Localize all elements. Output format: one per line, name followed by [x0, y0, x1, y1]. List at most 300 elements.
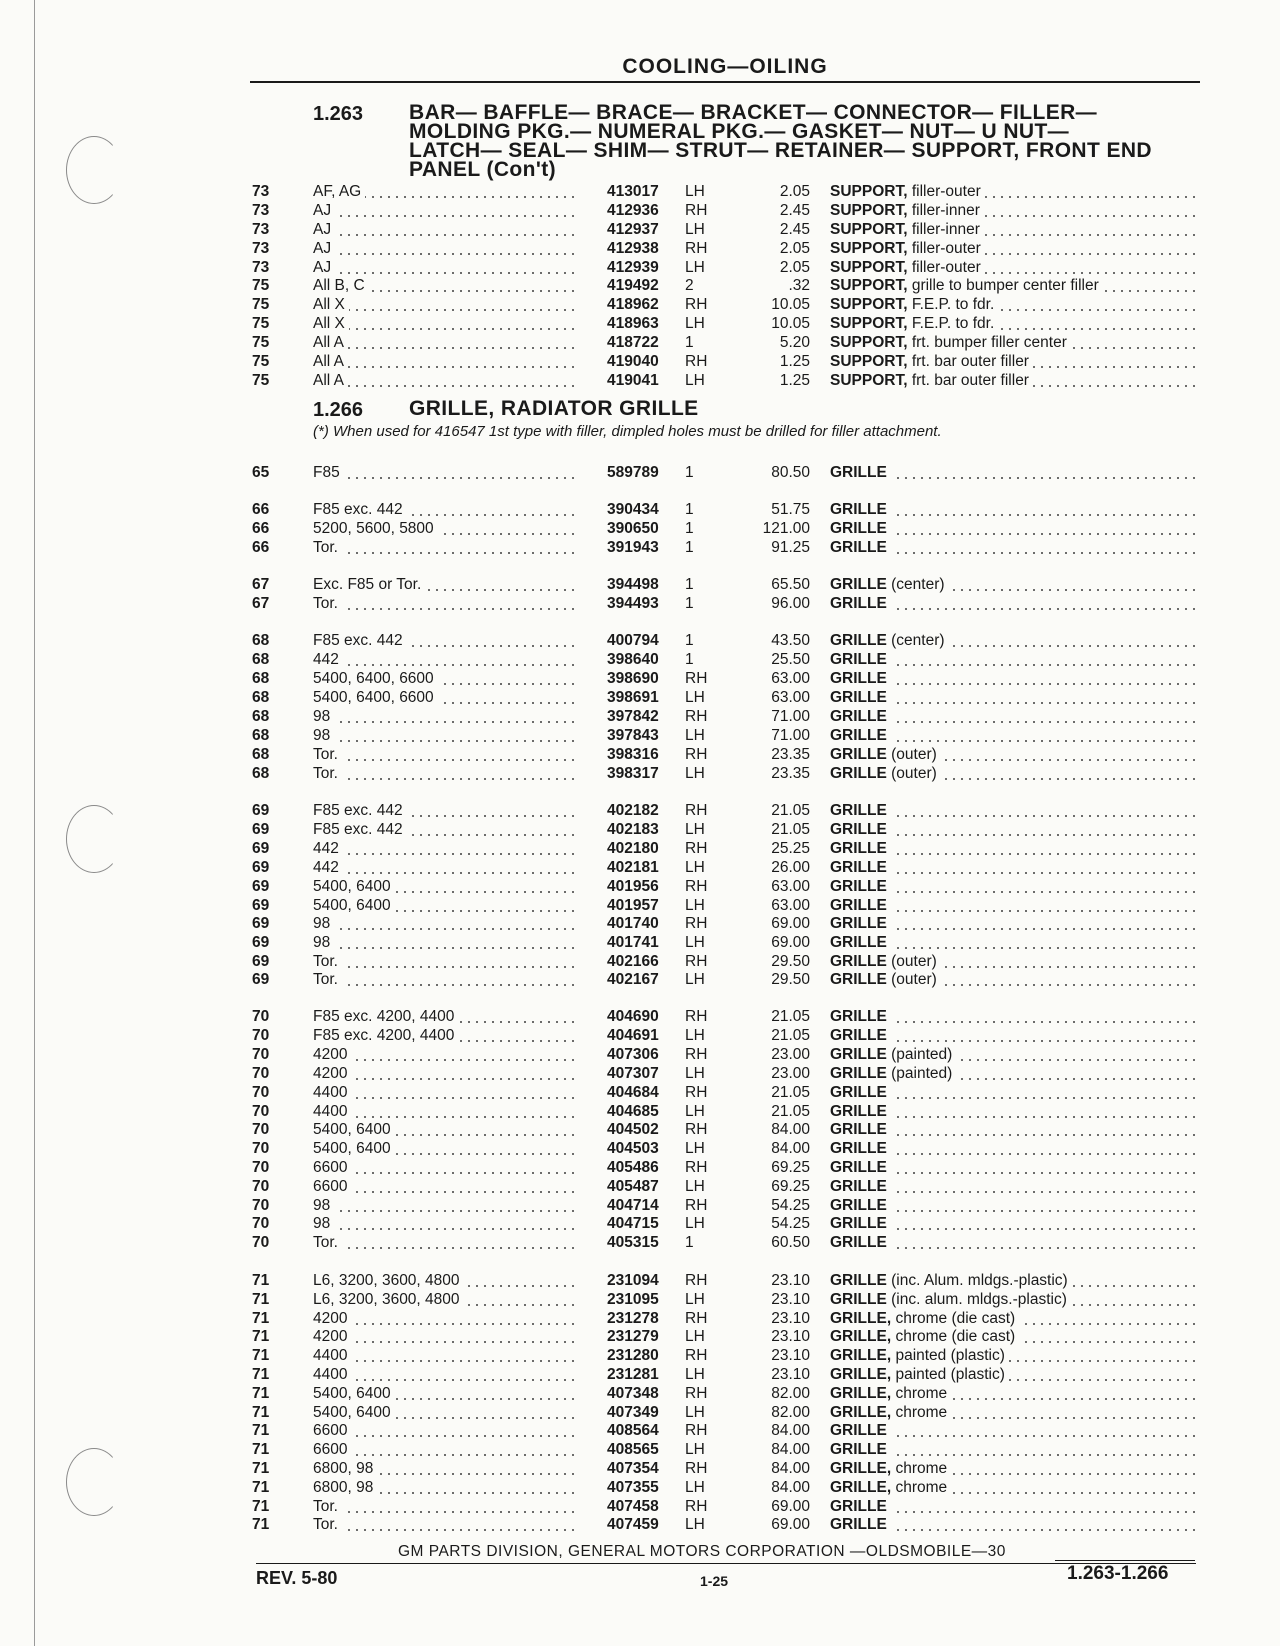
application-cell [313, 220, 575, 239]
price: 43.50 [771, 632, 810, 649]
description-detail: (outer) [886, 746, 937, 763]
figure-number: 70 [252, 1121, 270, 1138]
description-cell [830, 1290, 1195, 1309]
application-cell [313, 371, 575, 390]
table-row [0, 839, 1280, 858]
description-noun: GRILLE [830, 746, 887, 763]
part-number: 405487 [607, 1178, 659, 1195]
description-cell [830, 650, 1195, 669]
application-text: 98 [313, 708, 334, 725]
part-number: 407459 [607, 1516, 659, 1533]
description-cell [830, 801, 1195, 820]
description-text [830, 1479, 951, 1496]
description-noun: GRILLE [830, 1121, 887, 1138]
description-noun: SUPPORT, [830, 334, 908, 351]
quantity-side: LH [685, 1178, 705, 1195]
price: 65.50 [771, 576, 810, 593]
description-cell [830, 764, 1195, 783]
quantity-side: 1 [685, 595, 694, 612]
figure-number: 67 [252, 595, 270, 612]
application-cell [313, 258, 575, 277]
description-cell [830, 314, 1195, 333]
table-row [0, 650, 1280, 669]
description-noun: GRILLE [830, 1084, 887, 1101]
figure-number: 73 [252, 202, 270, 219]
quantity-side: LH [685, 1140, 705, 1157]
part-number: 405315 [607, 1234, 659, 1251]
price: 69.00 [771, 1516, 810, 1533]
description-text [830, 1310, 1019, 1327]
group-title [409, 399, 1209, 418]
description-text [830, 765, 941, 782]
part-number: 391943 [607, 539, 659, 556]
application-cell [313, 1346, 575, 1365]
quantity-side: LH [685, 934, 705, 951]
price: 21.05 [771, 1103, 810, 1120]
part-number: 413017 [607, 183, 659, 200]
description-noun: SUPPORT, [830, 183, 908, 200]
description-noun: GRILLE [830, 934, 887, 951]
table-row [0, 1365, 1280, 1384]
application-text: 442 [313, 840, 343, 857]
part-number: 402166 [607, 953, 659, 970]
application-text: F85 exc. 4200, 4400 [313, 1027, 458, 1044]
application-text: Tor. [313, 971, 342, 988]
table-row [0, 220, 1280, 239]
application-cell [313, 1045, 575, 1064]
application-cell [313, 519, 575, 538]
quantity-side: 1 [685, 464, 694, 481]
application-cell [313, 1120, 575, 1139]
table-row [0, 896, 1280, 915]
part-number: 398316 [607, 746, 659, 763]
table-row [0, 1196, 1280, 1215]
quantity-side: LH [685, 259, 705, 276]
quantity-side: LH [685, 689, 705, 706]
price: 25.25 [771, 840, 810, 857]
description-cell [830, 1421, 1195, 1440]
description-noun: GRILLE, [830, 1385, 892, 1402]
part-number: 418722 [607, 334, 659, 351]
figure-number: 75 [252, 296, 270, 313]
description-noun: GRILLE [830, 1008, 887, 1025]
description-cell [830, 371, 1195, 390]
figure-number: 71 [252, 1516, 270, 1533]
footer-revision: REV. 5-80 [256, 1568, 338, 1588]
description-text [830, 1234, 891, 1251]
description-text [830, 840, 891, 857]
application-text: All X [313, 315, 349, 332]
description-noun: SUPPORT, [830, 296, 908, 313]
group-title-line: PANEL (Con't) [409, 158, 557, 181]
figure-number: 69 [252, 915, 270, 932]
application-cell [313, 896, 575, 915]
description-noun: SUPPORT, [830, 353, 908, 370]
quantity-side: RH [685, 1121, 708, 1138]
price: 71.00 [771, 727, 810, 744]
figure-number: 75 [252, 334, 270, 351]
description-cell [830, 896, 1195, 915]
application-cell [313, 1327, 575, 1346]
table-row [0, 1459, 1280, 1478]
part-number: 397843 [607, 727, 659, 744]
part-number: 408565 [607, 1441, 659, 1458]
description-text [830, 464, 891, 481]
part-number: 402180 [607, 840, 659, 857]
table-row [0, 1158, 1280, 1177]
description-text [830, 1291, 1071, 1308]
application-cell [313, 1196, 575, 1215]
description-cell [830, 538, 1195, 557]
description-noun: GRILLE [830, 1027, 887, 1044]
description-noun: GRILLE [830, 821, 887, 838]
figure-number: 68 [252, 670, 270, 687]
quantity-side: RH [685, 1347, 708, 1364]
quantity-side: RH [685, 1422, 708, 1439]
description-detail: F.E.P. to fdr. [907, 315, 995, 332]
figure-number: 70 [252, 1008, 270, 1025]
quantity-side: LH [685, 1103, 705, 1120]
part-number: 419492 [607, 277, 659, 294]
description-cell [830, 1271, 1195, 1290]
part-number: 419040 [607, 353, 659, 370]
description-text [830, 1441, 891, 1458]
application-text: All B, C [313, 277, 369, 294]
description-noun: GRILLE, [830, 1328, 892, 1345]
figure-number: 66 [252, 520, 270, 537]
price: 84.00 [771, 1441, 810, 1458]
description-text [830, 501, 891, 518]
price: 23.10 [771, 1347, 810, 1364]
part-number: 401741 [607, 934, 659, 951]
quantity-side: 1 [685, 1234, 694, 1251]
description-cell [830, 1102, 1195, 1121]
price: 82.00 [771, 1385, 810, 1402]
description-detail: chrome [891, 1460, 948, 1477]
application-text: 4200 [313, 1310, 351, 1327]
description-detail: painted (plastic) [891, 1347, 1005, 1364]
price: 69.00 [771, 934, 810, 951]
price: 21.05 [771, 802, 810, 819]
description-noun: GRILLE [830, 651, 887, 668]
description-cell [830, 1214, 1195, 1233]
description-noun: GRILLE, [830, 1347, 892, 1364]
figure-number: 67 [252, 576, 270, 593]
application-text: F85 exc. 442 [313, 632, 407, 649]
figure-number: 68 [252, 651, 270, 668]
description-text [830, 971, 941, 988]
table-row [0, 276, 1280, 295]
figure-number: 69 [252, 878, 270, 895]
application-text: Tor. [313, 1516, 342, 1533]
description-text [830, 1178, 891, 1195]
table-row [0, 1083, 1280, 1102]
part-number: 404685 [607, 1103, 659, 1120]
description-noun: GRILLE [830, 576, 887, 593]
description-noun: GRILLE [830, 708, 887, 725]
description-detail: (center) [886, 576, 945, 593]
application-text: F85 exc. 442 [313, 821, 407, 838]
description-noun: GRILLE [830, 539, 887, 556]
price: 21.05 [771, 1084, 810, 1101]
table-row [0, 745, 1280, 764]
application-cell [313, 352, 575, 371]
description-text [830, 746, 941, 763]
description-text [830, 1422, 891, 1439]
description-noun: GRILLE [830, 1234, 887, 1251]
description-cell [830, 519, 1195, 538]
application-text: 5400, 6400 [313, 1385, 395, 1402]
price: 91.25 [771, 539, 810, 556]
description-cell [830, 707, 1195, 726]
quantity-side: LH [685, 1516, 705, 1533]
table-row [0, 258, 1280, 277]
description-noun: GRILLE [830, 1215, 887, 1232]
figure-number: 68 [252, 765, 270, 782]
description-text [830, 897, 891, 914]
figure-number: 69 [252, 897, 270, 914]
description-noun: GRILLE [830, 1046, 887, 1063]
part-number: 398691 [607, 689, 659, 706]
application-text: 5200, 5600, 5800 [313, 520, 438, 537]
description-detail: painted (plastic) [891, 1366, 1005, 1383]
quantity-side: RH [685, 1385, 708, 1402]
quantity-side: RH [685, 1498, 708, 1515]
part-number: 390650 [607, 520, 659, 537]
application-text: All A [313, 334, 348, 351]
application-cell [313, 745, 575, 764]
application-text: L6, 3200, 3600, 4800 [313, 1272, 464, 1289]
description-noun: GRILLE [830, 1178, 887, 1195]
application-text: 5400, 6400, 6600 [313, 689, 438, 706]
application-text: 442 [313, 651, 343, 668]
application-text: Tor. [313, 1498, 342, 1515]
description-cell [830, 820, 1195, 839]
application-cell [313, 1440, 575, 1459]
description-cell [830, 594, 1195, 613]
description-cell [830, 1139, 1195, 1158]
quantity-side: RH [685, 1197, 708, 1214]
application-cell [313, 1083, 575, 1102]
description-cell [830, 1083, 1195, 1102]
description-cell [830, 1403, 1195, 1422]
part-number: 231278 [607, 1310, 659, 1327]
application-cell [313, 650, 575, 669]
price: 84.00 [771, 1460, 810, 1477]
application-cell [313, 970, 575, 989]
price: 23.00 [771, 1065, 810, 1082]
figure-number: 69 [252, 859, 270, 876]
quantity-side: RH [685, 708, 708, 725]
application-cell [313, 295, 575, 314]
description-cell [830, 258, 1195, 277]
quantity-side: 1 [685, 539, 694, 556]
part-number: 412936 [607, 202, 659, 219]
table-row [0, 764, 1280, 783]
description-noun: SUPPORT, [830, 372, 908, 389]
part-number: 404503 [607, 1140, 659, 1157]
price: 10.05 [771, 315, 810, 332]
table-row [0, 1233, 1280, 1252]
description-cell [830, 276, 1195, 295]
figure-number: 68 [252, 632, 270, 649]
figure-number: 71 [252, 1404, 270, 1421]
table-row [0, 239, 1280, 258]
quantity-side: RH [685, 746, 708, 763]
description-text [830, 1084, 891, 1101]
description-cell [830, 1459, 1195, 1478]
figure-number: 70 [252, 1178, 270, 1195]
table-row [0, 1045, 1280, 1064]
section-header: COOLING—OILING [250, 55, 1200, 83]
price: 60.50 [771, 1234, 810, 1251]
part-number: 407355 [607, 1479, 659, 1496]
description-detail: F.E.P. to fdr. [907, 296, 995, 313]
figure-number: 73 [252, 240, 270, 257]
price: 23.10 [771, 1328, 810, 1345]
table-row [0, 500, 1280, 519]
figure-number: 69 [252, 821, 270, 838]
description-noun: GRILLE [830, 689, 887, 706]
figure-number: 71 [252, 1310, 270, 1327]
quantity-side: RH [685, 353, 708, 370]
table-row [0, 333, 1280, 352]
quantity-side: RH [685, 240, 708, 257]
description-detail: chrome [891, 1385, 948, 1402]
application-cell [313, 1459, 575, 1478]
description-detail: frt. bar outer filler [907, 372, 1029, 389]
group-title-line: GRILLE, RADIATOR GRILLE [409, 397, 699, 420]
description-noun: GRILLE, [830, 1366, 892, 1383]
part-number: 401740 [607, 915, 659, 932]
description-text [830, 727, 891, 744]
description-cell [830, 463, 1195, 482]
description-text [830, 202, 984, 219]
description-cell [830, 1064, 1195, 1083]
application-text: F85 exc. 442 [313, 802, 407, 819]
quantity-side: LH [685, 372, 705, 389]
group-number: 1.263 [313, 103, 364, 125]
price: 69.00 [771, 1498, 810, 1515]
quantity-side: RH [685, 1159, 708, 1176]
application-text: All A [313, 372, 348, 389]
description-noun: GRILLE [830, 1065, 887, 1082]
figure-number: 66 [252, 539, 270, 556]
description-text [830, 1027, 891, 1044]
quantity-side: LH [685, 183, 705, 200]
quantity-side: RH [685, 802, 708, 819]
part-number: 231095 [607, 1291, 659, 1308]
table-row [0, 1327, 1280, 1346]
application-cell [313, 1271, 575, 1290]
application-cell [313, 1497, 575, 1516]
description-cell [830, 726, 1195, 745]
figure-number: 71 [252, 1347, 270, 1364]
application-text: F85 exc. 4200, 4400 [313, 1008, 458, 1025]
description-text [830, 1404, 951, 1421]
description-text [830, 859, 891, 876]
part-number: 402181 [607, 859, 659, 876]
table-row [0, 463, 1280, 482]
description-cell [830, 669, 1195, 688]
description-noun: GRILLE [830, 953, 887, 970]
application-text: 5400, 6400 [313, 878, 395, 895]
figure-number: 75 [252, 277, 270, 294]
application-text: 6600 [313, 1178, 351, 1195]
application-cell [313, 764, 575, 783]
description-text [830, 296, 998, 313]
description-detail: (inc. alum. mldgs.-plastic) [886, 1291, 1067, 1308]
application-cell [313, 1478, 575, 1497]
description-detail: chrome [891, 1404, 948, 1421]
quantity-side: RH [685, 1046, 708, 1063]
description-text [830, 595, 891, 612]
table-row [0, 1440, 1280, 1459]
description-text [830, 1385, 951, 1402]
application-cell [313, 1064, 575, 1083]
description-noun: GRILLE [830, 464, 887, 481]
application-text: F85 [313, 464, 344, 481]
figure-number: 69 [252, 840, 270, 857]
application-cell [313, 952, 575, 971]
group-title-line: BAR— BAFFLE— BRACE— BRACKET— CONNECTOR— FILLER— [409, 101, 1098, 124]
description-noun: GRILLE [830, 595, 887, 612]
description-noun: SUPPORT, [830, 221, 908, 238]
quantity-side: LH [685, 1328, 705, 1345]
part-number: 398317 [607, 765, 659, 782]
application-cell [313, 538, 575, 557]
table-row [0, 201, 1280, 220]
quantity-side: RH [685, 670, 708, 687]
part-number: 407307 [607, 1065, 659, 1082]
description-detail: (center) [886, 632, 945, 649]
table-row [0, 688, 1280, 707]
group-heading [313, 103, 1213, 183]
table-row [0, 707, 1280, 726]
description-noun: GRILLE [830, 1103, 887, 1120]
description-text [830, 1121, 891, 1138]
part-number: 231094 [607, 1272, 659, 1289]
quantity-side: LH [685, 1291, 705, 1308]
description-text [830, 1328, 1019, 1345]
table-row [0, 669, 1280, 688]
application-text: All A [313, 353, 348, 370]
description-text [830, 1366, 1009, 1383]
description-text [830, 240, 985, 257]
quantity-side: 1 [685, 501, 694, 518]
price: .32 [788, 277, 810, 294]
application-cell [313, 801, 575, 820]
description-text [830, 670, 891, 687]
application-text: 6600 [313, 1159, 351, 1176]
figure-number: 73 [252, 221, 270, 238]
table-row [0, 1384, 1280, 1403]
part-number: 589789 [607, 464, 659, 481]
description-text [830, 651, 891, 668]
description-text [830, 1516, 891, 1533]
description-detail: filler-outer [907, 183, 981, 200]
price: 2.45 [779, 221, 810, 238]
table-row [0, 1139, 1280, 1158]
description-cell [830, 1045, 1195, 1064]
quantity-side: LH [685, 1479, 705, 1496]
table-row [0, 1214, 1280, 1233]
part-number: 419041 [607, 372, 659, 389]
description-text [830, 708, 891, 725]
part-number: 400794 [607, 632, 659, 649]
quantity-side: LH [685, 1065, 705, 1082]
application-text: 6800, 98 [313, 1460, 377, 1477]
